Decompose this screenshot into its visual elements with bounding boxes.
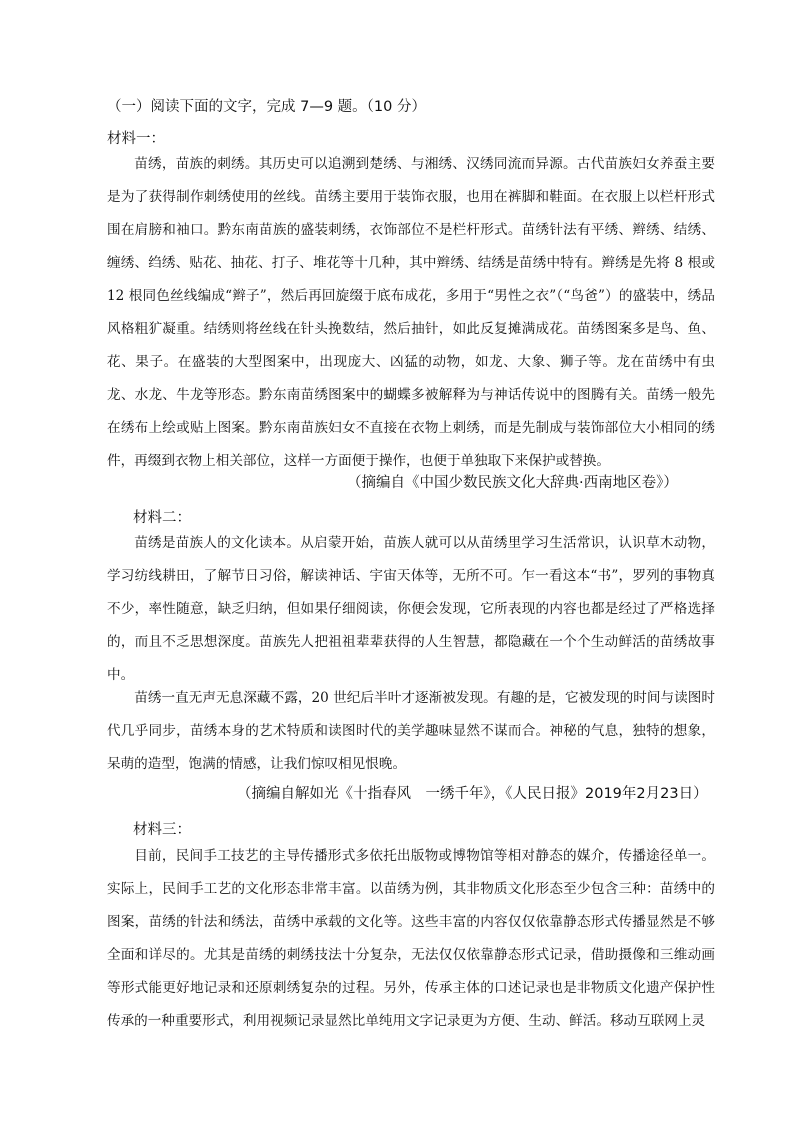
material3-label: 材料三： (133, 822, 191, 838)
question-heading: （一）阅读下面的文字，完成 7—9 题。（10 分） (107, 99, 426, 115)
material1-source: （摘编自《中国少数民族文化大辞典·西南地区卷》） (347, 475, 678, 491)
material2-paragraph-2: 苗绣一直无声无息深藏不露，20 世纪后半叶才逐渐被发现。有趣的是，它被发现的时间与读图时代几乎同步，苗绣本身的艺术特质和读图时代的美学趣味显然不谋而合。神秘的气息，独特的想象，呆萌的造型，饱满的情感，让我们惊叹相见恨晚。 (107, 690, 715, 772)
material2-paragraph-1: 苗绣是苗族人的文化读本。从启蒙开始，苗族人就可以从苗绣里学习生活常识，认识草木动物，学习纺线耕田，了解节日习俗，解读神话、宇宙天体等，无所不可。乍一看这本“书”，罗列的事物真不少，率性随意，缺乏归纳，但如果仔细阅读，你便会发现，它所表现的内容也都是经过了严格选择的，而且不乏思想深度。苗族先人把祖祖辈辈获得的人生智慧，都隐藏在一个个生动鲜活的苗绣故事中。 (107, 535, 715, 683)
material2-source: （摘编自解如光《十指春风 一绣千年》，《人民日报》2019年2月23日） (237, 786, 708, 802)
material1-paragraph: 苗绣，苗族的刺绣。其历史可以追溯到楚绣、与湘绣、汉绣同流而异源。古代苗族妇女养蚕主要是为了获得制作刺绣使用的丝线。苗绣主要用于装饰衣服，也用在裤脚和鞋面。在衣服上以栏杆形式围在肩膀和袖口。黔东南苗族的盛装刺绣，衣饰部位不是栏杆形式。苗绣针法有平绣、辫绣、结绣、缠绣、绉绣、贴花、抽花、打子、堆花等十几种，其中辫绣、结绣是苗绣中特有。辫绣是先将 8 根或 12 根同色丝线编成“辫子”，然后再回旋缀于底布成花，多用于“男性之衣”（“鸟爸”）的盛装中，绣品风格粗犷凝重。结绣则将丝线在针头挽数结，然后抽针，如此反复摊满成花。苗绣图案多是鸟、鱼、花、果子。在盛装的大型图案中，出现庞大、凶猛的动物，如龙、大象、狮子等。龙在苗绣中有虫龙、水龙、牛龙等形态。黔东南苗绣图案中的蝴蝶多被解释为与神话传说中的图腾有关。苗绣一般先在绣布上绘或贴上图案。黔东南苗族妇女不直接在衣物上刺绣，而是先制成与装饰部位大小相同的绣件，再缀到衣物上相关部位，这样一方面便于操作，也便于单独取下来保护或替换。 (107, 156, 715, 469)
material3-paragraph: 目前，民间手工技艺的主导传播形式多依托出版物或博物馆等相对静态的媒介，传播途径单一。实际上，民间手工艺的文化形态非常丰富。以苗绣为例，其非物质文化形态至少包含三种：苗绣中的图案，苗绣的针法和绣法，苗绣中承载的文化等。这些丰富的内容仅仅依靠静态形式传播显然是不够全面和详尽的。尤其是苗绣的刺绣技法十分复杂，无法仅仅依靠静态形式记录，借助摄像和三维动画等形式能更好地记录和还原刺绣复杂的过程。另外，传承主体的口述记录也是非物质文化遗产保护性传承的一种重要形式，利用视频记录显然比单纯用文字记录更为方便、生动、鲜活。移动互联网上灵 (107, 848, 715, 1029)
material1-label: 材料一： (107, 131, 165, 147)
material2-label: 材料二： (133, 510, 191, 526)
